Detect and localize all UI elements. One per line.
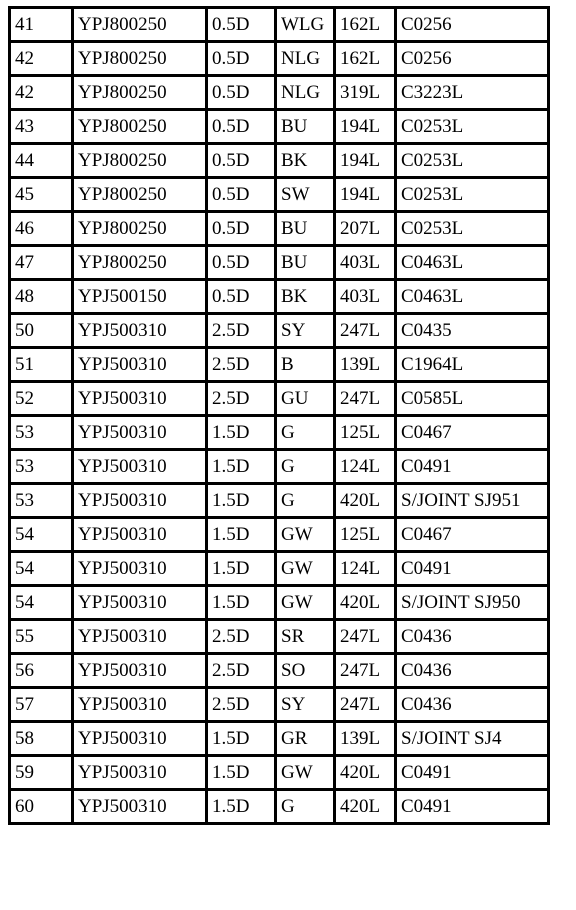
table-row [10, 42, 549, 76]
size-cell: 0.5D [207, 178, 276, 212]
table-row [10, 246, 549, 280]
wire-spec-cell: YPJ500310 [73, 586, 207, 620]
length-cell: 207L [335, 212, 396, 246]
circuit-no-cell: 42 [10, 42, 73, 76]
size-cell: 1.5D [207, 450, 276, 484]
color-cell: SR [276, 620, 335, 654]
wire-spec-cell: YPJ500310 [73, 790, 207, 824]
length-cell: 124L [335, 450, 396, 484]
connector-cell: C0256 [396, 42, 549, 76]
wire-spec-cell: YPJ500310 [73, 518, 207, 552]
length-cell: 247L [335, 620, 396, 654]
circuit-no-cell: 50 [10, 314, 73, 348]
circuit-no-cell: 42 [10, 76, 73, 110]
color-cell: G [276, 484, 335, 518]
connector-cell: C1964L [396, 348, 549, 382]
connector-cell: S/JOINT SJ951 [396, 484, 549, 518]
table-row [10, 144, 549, 178]
size-cell: 0.5D [207, 76, 276, 110]
table-row [10, 688, 549, 722]
size-cell: 2.5D [207, 620, 276, 654]
connector-cell: C0491 [396, 450, 549, 484]
length-cell: 162L [335, 42, 396, 76]
length-cell: 124L [335, 552, 396, 586]
length-cell: 194L [335, 178, 396, 212]
size-cell: 1.5D [207, 416, 276, 450]
connector-cell: C0467 [396, 416, 549, 450]
circuit-no-cell: 55 [10, 620, 73, 654]
table-row [10, 76, 549, 110]
size-cell: 1.5D [207, 552, 276, 586]
wire-spec-cell: YPJ800250 [73, 212, 207, 246]
wire-spec-cell: YPJ500310 [73, 722, 207, 756]
circuit-no-cell: 59 [10, 756, 73, 790]
length-cell: 247L [335, 688, 396, 722]
wire-spec-cell: YPJ500310 [73, 484, 207, 518]
wire-spec-cell: YPJ500150 [73, 280, 207, 314]
size-cell: 2.5D [207, 654, 276, 688]
length-cell: 247L [335, 654, 396, 688]
length-cell: 247L [335, 382, 396, 416]
length-cell: 420L [335, 790, 396, 824]
length-cell: 319L [335, 76, 396, 110]
color-cell: GW [276, 586, 335, 620]
wire-spec-cell: YPJ500310 [73, 620, 207, 654]
circuit-no-cell: 52 [10, 382, 73, 416]
wire-spec-cell: YPJ500310 [73, 756, 207, 790]
color-cell: BK [276, 280, 335, 314]
length-cell: 194L [335, 144, 396, 178]
size-cell: 0.5D [207, 8, 276, 42]
table-row [10, 654, 549, 688]
connector-cell: C0491 [396, 790, 549, 824]
table-row [10, 178, 549, 212]
connector-cell: C0436 [396, 688, 549, 722]
color-cell: SW [276, 178, 335, 212]
color-cell: BU [276, 212, 335, 246]
wire-spec-cell: YPJ500310 [73, 552, 207, 586]
table-row [10, 8, 549, 42]
color-cell: NLG [276, 76, 335, 110]
color-cell: NLG [276, 42, 335, 76]
color-cell: B [276, 348, 335, 382]
wire-spec-cell: YPJ500310 [73, 654, 207, 688]
color-cell: G [276, 790, 335, 824]
color-cell: G [276, 450, 335, 484]
color-cell: BK [276, 144, 335, 178]
size-cell: 1.5D [207, 484, 276, 518]
connector-cell: C0467 [396, 518, 549, 552]
wire-spec-cell: YPJ500310 [73, 348, 207, 382]
size-cell: 0.5D [207, 144, 276, 178]
color-cell: GU [276, 382, 335, 416]
color-cell: SO [276, 654, 335, 688]
connector-cell: C0435 [396, 314, 549, 348]
table-row [10, 212, 549, 246]
wire-table-body [10, 8, 549, 824]
circuit-no-cell: 43 [10, 110, 73, 144]
connector-cell: C0253L [396, 212, 549, 246]
table-row [10, 586, 549, 620]
wire-spec-cell: YPJ500310 [73, 450, 207, 484]
size-cell: 1.5D [207, 722, 276, 756]
table-row [10, 722, 549, 756]
color-cell: BU [276, 110, 335, 144]
wire-spec-cell: YPJ800250 [73, 246, 207, 280]
size-cell: 0.5D [207, 246, 276, 280]
circuit-no-cell: 58 [10, 722, 73, 756]
wire-spec-cell: YPJ800250 [73, 42, 207, 76]
circuit-no-cell: 47 [10, 246, 73, 280]
connector-cell: C0463L [396, 246, 549, 280]
table-row [10, 314, 549, 348]
color-cell: GW [276, 756, 335, 790]
table-row [10, 620, 549, 654]
table-row [10, 756, 549, 790]
color-cell: BU [276, 246, 335, 280]
circuit-no-cell: 46 [10, 212, 73, 246]
circuit-no-cell: 57 [10, 688, 73, 722]
wire-spec-cell: YPJ800250 [73, 8, 207, 42]
table-row [10, 416, 549, 450]
size-cell: 2.5D [207, 382, 276, 416]
circuit-no-cell: 53 [10, 484, 73, 518]
size-cell: 2.5D [207, 314, 276, 348]
connector-cell: C3223L [396, 76, 549, 110]
color-cell: SY [276, 314, 335, 348]
size-cell: 0.5D [207, 110, 276, 144]
circuit-no-cell: 53 [10, 450, 73, 484]
circuit-no-cell: 54 [10, 552, 73, 586]
length-cell: 420L [335, 756, 396, 790]
length-cell: 139L [335, 722, 396, 756]
circuit-no-cell: 48 [10, 280, 73, 314]
table-row [10, 348, 549, 382]
color-cell: GW [276, 552, 335, 586]
color-cell: GR [276, 722, 335, 756]
wire-spec-cell: YPJ500310 [73, 688, 207, 722]
table-row [10, 382, 549, 416]
circuit-no-cell: 60 [10, 790, 73, 824]
size-cell: 2.5D [207, 688, 276, 722]
length-cell: 194L [335, 110, 396, 144]
connector-cell: S/JOINT SJ4 [396, 722, 549, 756]
table-row [10, 110, 549, 144]
connector-cell: C0256 [396, 8, 549, 42]
size-cell: 1.5D [207, 518, 276, 552]
color-cell: G [276, 416, 335, 450]
color-cell: SY [276, 688, 335, 722]
size-cell: 2.5D [207, 348, 276, 382]
circuit-no-cell: 56 [10, 654, 73, 688]
connector-cell: S/JOINT SJ950 [396, 586, 549, 620]
color-cell: WLG [276, 8, 335, 42]
size-cell: 0.5D [207, 212, 276, 246]
size-cell: 1.5D [207, 756, 276, 790]
connector-cell: C0585L [396, 382, 549, 416]
length-cell: 125L [335, 416, 396, 450]
connector-cell: C0253L [396, 178, 549, 212]
size-cell: 1.5D [207, 586, 276, 620]
circuit-no-cell: 41 [10, 8, 73, 42]
length-cell: 420L [335, 484, 396, 518]
connector-cell: C0436 [396, 620, 549, 654]
size-cell: 1.5D [207, 790, 276, 824]
wire-spec-cell: YPJ800250 [73, 76, 207, 110]
length-cell: 420L [335, 586, 396, 620]
connector-cell: C0253L [396, 144, 549, 178]
connector-cell: C0491 [396, 756, 549, 790]
connector-cell: C0463L [396, 280, 549, 314]
length-cell: 125L [335, 518, 396, 552]
wire-table [8, 6, 550, 825]
circuit-no-cell: 54 [10, 518, 73, 552]
length-cell: 139L [335, 348, 396, 382]
circuit-no-cell: 53 [10, 416, 73, 450]
connector-cell: C0253L [396, 110, 549, 144]
table-row [10, 484, 549, 518]
circuit-no-cell: 54 [10, 586, 73, 620]
size-cell: 0.5D [207, 42, 276, 76]
circuit-no-cell: 44 [10, 144, 73, 178]
wire-spec-cell: YPJ800250 [73, 144, 207, 178]
circuit-no-cell: 51 [10, 348, 73, 382]
wire-spec-cell: YPJ500310 [73, 314, 207, 348]
length-cell: 403L [335, 246, 396, 280]
circuit-no-cell: 45 [10, 178, 73, 212]
wire-spec-cell: YPJ500310 [73, 416, 207, 450]
table-row [10, 552, 549, 586]
length-cell: 403L [335, 280, 396, 314]
wire-spec-cell: YPJ800250 [73, 178, 207, 212]
length-cell: 162L [335, 8, 396, 42]
table-row [10, 518, 549, 552]
wire-spec-cell: YPJ800250 [73, 110, 207, 144]
connector-cell: C0491 [396, 552, 549, 586]
table-row [10, 450, 549, 484]
size-cell: 0.5D [207, 280, 276, 314]
wire-spec-cell: YPJ500310 [73, 382, 207, 416]
connector-cell: C0436 [396, 654, 549, 688]
color-cell: GW [276, 518, 335, 552]
table-row [10, 280, 549, 314]
length-cell: 247L [335, 314, 396, 348]
table-row [10, 790, 549, 824]
